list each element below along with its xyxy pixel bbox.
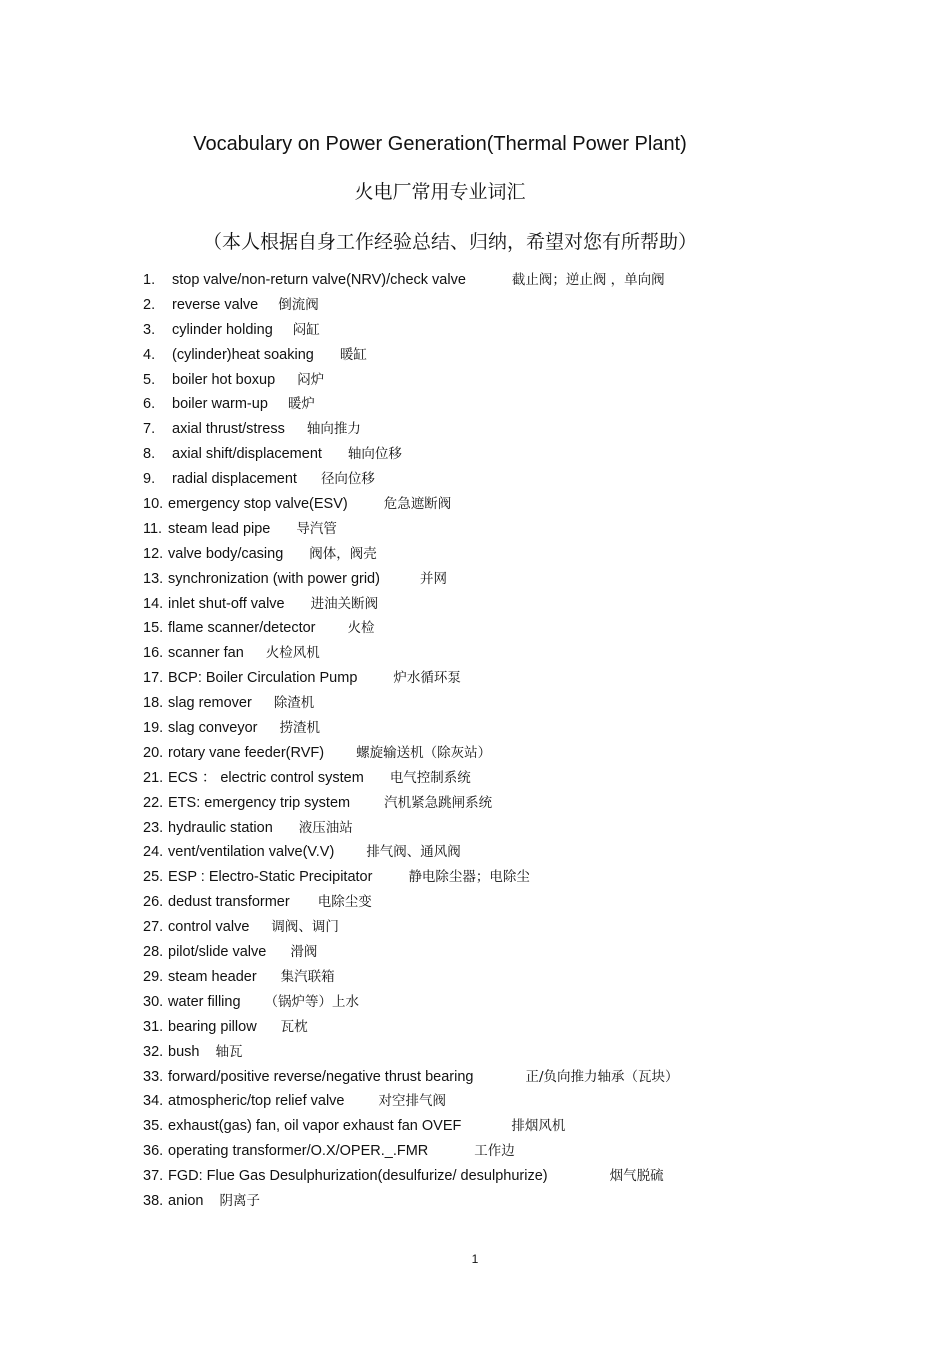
item-chinese: 暖缸 bbox=[339, 346, 367, 363]
item-chinese: 正/负向推力轴承（瓦块） bbox=[525, 1068, 679, 1085]
vocab-item bbox=[143, 791, 679, 816]
item-english: flame scanner/detector bbox=[168, 620, 316, 637]
vocab-item bbox=[143, 915, 679, 940]
vocab-item bbox=[143, 368, 679, 393]
item-chinese: 瓦枕 bbox=[280, 1018, 308, 1035]
vocab-item bbox=[143, 716, 679, 741]
item-number: 21. bbox=[143, 769, 164, 786]
vocab-item bbox=[143, 940, 679, 965]
item-english: axial thrust/stress bbox=[172, 421, 285, 438]
vocab-item bbox=[143, 293, 679, 318]
item-english: ESP : Electro-Static Precipitator bbox=[168, 869, 373, 886]
item-english: reverse valve bbox=[172, 296, 259, 313]
item-english: inlet shut-off valve bbox=[168, 595, 285, 612]
item-number: 25. bbox=[143, 869, 164, 886]
vocab-item bbox=[143, 816, 679, 841]
vocab-item bbox=[143, 766, 679, 791]
vocab-item bbox=[143, 392, 679, 417]
item-number: 26. bbox=[143, 894, 164, 911]
item-english: bearing pillow bbox=[168, 1018, 257, 1035]
item-number: 33. bbox=[143, 1068, 164, 1085]
vocab-item bbox=[143, 517, 679, 542]
item-english: water filling bbox=[168, 993, 241, 1010]
item-english: steam header bbox=[168, 968, 257, 985]
item-chinese: 轴瓦 bbox=[215, 1043, 243, 1060]
item-english: steam lead pipe bbox=[168, 520, 271, 537]
item-chinese: 轴向位移 bbox=[347, 446, 402, 463]
vocab-item bbox=[143, 691, 679, 716]
item-number: 19. bbox=[143, 720, 164, 737]
item-english: rotary vane feeder(RVF) bbox=[168, 744, 325, 761]
vocab-item bbox=[143, 542, 679, 567]
item-chinese: 对空排气阀 bbox=[378, 1093, 446, 1110]
item-number: 5. bbox=[143, 371, 156, 388]
vocab-item bbox=[143, 865, 679, 890]
item-english: axial shift/displacement bbox=[172, 446, 322, 463]
item-number: 13. bbox=[143, 570, 164, 587]
item-english: anion bbox=[168, 1192, 204, 1209]
item-english: boiler hot boxup bbox=[172, 371, 276, 388]
item-english: boiler warm-up bbox=[172, 396, 268, 413]
item-english: FGD: Flue Gas Desulphurization(desulfurize/ desulphurize) bbox=[168, 1168, 548, 1185]
item-chinese: 螺旋输送机（除灰站） bbox=[356, 744, 492, 761]
item-number: 3. bbox=[143, 321, 156, 338]
vocab-item bbox=[143, 666, 679, 691]
title-chinese: 火电厂常用专业词汇 bbox=[354, 181, 526, 203]
item-english: hydraulic station bbox=[168, 819, 273, 836]
item-number: 14. bbox=[143, 595, 164, 612]
item-number: 9. bbox=[143, 471, 156, 488]
page-number: 1 bbox=[471, 1252, 479, 1266]
item-chinese: 进油关断阀 bbox=[310, 595, 379, 612]
item-number: 6. bbox=[143, 396, 156, 413]
item-number: 37. bbox=[143, 1168, 164, 1185]
item-english: exhaust(gas) fan, oil vapor exhaust fan OVEF bbox=[168, 1118, 462, 1135]
item-chinese: 集汽联箱 bbox=[280, 968, 335, 985]
item-number: 7. bbox=[143, 421, 156, 438]
item-english: BCP: Boiler Circulation Pump bbox=[168, 670, 358, 687]
title-english: Vocabulary on Power Generation(Thermal Power Plant) bbox=[193, 133, 687, 155]
item-english: pilot/slide valve bbox=[168, 944, 267, 961]
item-number: 31. bbox=[143, 1018, 164, 1035]
item-english: radial displacement bbox=[172, 471, 297, 488]
item-english: operating transformer/O.X/OPER._.FMR bbox=[168, 1143, 429, 1160]
item-chinese: 危急遮断阀 bbox=[383, 496, 452, 513]
vocab-item bbox=[143, 890, 679, 915]
item-number: 32. bbox=[143, 1043, 164, 1060]
item-number: 29. bbox=[143, 968, 164, 985]
item-number: 10. bbox=[143, 496, 164, 513]
item-chinese: 闷缸 bbox=[292, 321, 320, 338]
item-english: (cylinder)heat soaking bbox=[172, 346, 314, 363]
item-english: emergency stop valve(ESV) bbox=[168, 496, 348, 513]
item-number: 16. bbox=[143, 645, 164, 662]
vocab-item bbox=[143, 592, 679, 617]
item-english: forward/positive reverse/negative thrust bearing bbox=[168, 1068, 474, 1085]
item-chinese: 汽机紧急跳闸系统 bbox=[384, 794, 493, 811]
vocab-item bbox=[143, 616, 679, 641]
item-chinese: 并网 bbox=[419, 570, 447, 587]
vocab-item bbox=[143, 442, 679, 467]
vocab-item bbox=[143, 641, 679, 666]
item-number: 11. bbox=[143, 520, 163, 537]
vocab-item bbox=[143, 318, 679, 343]
item-number: 38. bbox=[143, 1192, 164, 1209]
vocab-item bbox=[143, 965, 679, 990]
item-chinese: 烟气脱硫 bbox=[609, 1168, 664, 1185]
item-english: slag remover bbox=[168, 695, 252, 712]
item-number: 22. bbox=[143, 794, 164, 811]
item-english: synchronization (with power grid) bbox=[168, 570, 380, 587]
vocab-item bbox=[143, 1189, 679, 1214]
item-number: 18. bbox=[143, 695, 164, 712]
item-english: cylinder holding bbox=[172, 321, 273, 338]
item-chinese: 截止阀；逆止阀 ，单向阀 bbox=[511, 272, 665, 288]
item-english: atmospheric/top relief valve bbox=[168, 1093, 345, 1110]
vocab-item bbox=[143, 741, 679, 766]
item-number: 20. bbox=[143, 744, 164, 761]
item-english: valve body/casing bbox=[168, 545, 284, 562]
item-number: 8. bbox=[143, 446, 156, 463]
title-note: （本人根据自身工作经验总结、归纳，希望对您有所帮助） bbox=[202, 231, 697, 253]
item-chinese: 导汽管 bbox=[296, 520, 337, 537]
vocab-item bbox=[143, 567, 679, 592]
item-chinese: 排烟风机 bbox=[511, 1118, 566, 1135]
item-number: 24. bbox=[143, 844, 164, 861]
vocab-item bbox=[143, 990, 679, 1015]
item-chinese: 炉水循环泵 bbox=[393, 670, 461, 687]
item-chinese: 排气阀、通风阀 bbox=[366, 844, 461, 861]
vocab-item bbox=[143, 1015, 679, 1040]
vocab-item bbox=[143, 492, 679, 517]
item-number: 17. bbox=[143, 670, 164, 687]
vocab-item bbox=[143, 343, 679, 368]
vocab-item bbox=[143, 417, 679, 442]
item-number: 36. bbox=[143, 1143, 164, 1160]
item-number: 23. bbox=[143, 819, 164, 836]
vocab-item bbox=[143, 268, 679, 293]
item-chinese: 暖炉 bbox=[287, 396, 315, 413]
item-number: 1. bbox=[143, 272, 156, 288]
item-english: ECS ： electric control system bbox=[168, 769, 364, 786]
item-chinese: 倒流阀 bbox=[278, 296, 319, 313]
item-chinese: 除渣机 bbox=[273, 695, 315, 712]
item-chinese: 闷炉 bbox=[297, 371, 325, 388]
vocabulary-list bbox=[143, 268, 679, 1214]
vocab-item bbox=[143, 467, 679, 492]
vocab-item bbox=[143, 1164, 679, 1189]
item-english: slag conveyor bbox=[168, 720, 258, 737]
item-chinese: 调阀、调门 bbox=[271, 919, 339, 936]
item-english: ETS: emergency trip system bbox=[168, 794, 351, 811]
item-number: 35. bbox=[143, 1118, 164, 1135]
item-chinese: 静电除尘器；电除尘 bbox=[408, 869, 530, 886]
item-chinese: 捞渣机 bbox=[279, 720, 320, 737]
item-english: bush bbox=[168, 1043, 200, 1060]
item-number: 4. bbox=[143, 346, 156, 363]
item-chinese: 滑阀 bbox=[290, 944, 318, 961]
item-number: 30. bbox=[143, 993, 164, 1010]
item-english: stop valve/non-return valve(NRV)/check valve bbox=[172, 272, 466, 288]
item-english: dedust transformer bbox=[168, 894, 290, 911]
vocab-item bbox=[143, 1089, 679, 1114]
item-number: 34. bbox=[143, 1093, 164, 1110]
item-number: 28. bbox=[143, 944, 164, 961]
vocab-item bbox=[143, 1040, 679, 1065]
item-number: 12. bbox=[143, 545, 164, 562]
vocab-item bbox=[143, 1139, 679, 1164]
item-chinese: 液压油站 bbox=[298, 819, 353, 836]
item-chinese: （锅炉等）上水 bbox=[264, 993, 360, 1010]
item-chinese: 阴离子 bbox=[219, 1192, 260, 1209]
item-english: scanner fan bbox=[168, 645, 244, 662]
vocab-item bbox=[143, 1114, 679, 1139]
item-number: 27. bbox=[143, 919, 164, 936]
item-chinese: 径向位移 bbox=[320, 471, 375, 488]
item-number: 15. bbox=[143, 620, 164, 637]
item-chinese: 工作边 bbox=[474, 1143, 515, 1160]
item-chinese: 电气控制系统 bbox=[389, 769, 471, 786]
item-english: vent/ventilation valve(V.V) bbox=[168, 844, 335, 861]
item-chinese: 火检风机 bbox=[265, 645, 320, 662]
vocab-item bbox=[143, 840, 679, 865]
item-number: 2. bbox=[143, 296, 156, 313]
vocab-item bbox=[143, 1065, 679, 1090]
item-chinese: 电除尘变 bbox=[317, 894, 372, 911]
item-english: control valve bbox=[168, 919, 250, 936]
item-chinese: 阀体，阀壳 bbox=[309, 545, 377, 562]
item-chinese: 火检 bbox=[347, 620, 375, 637]
item-chinese: 轴向推力 bbox=[306, 421, 361, 438]
